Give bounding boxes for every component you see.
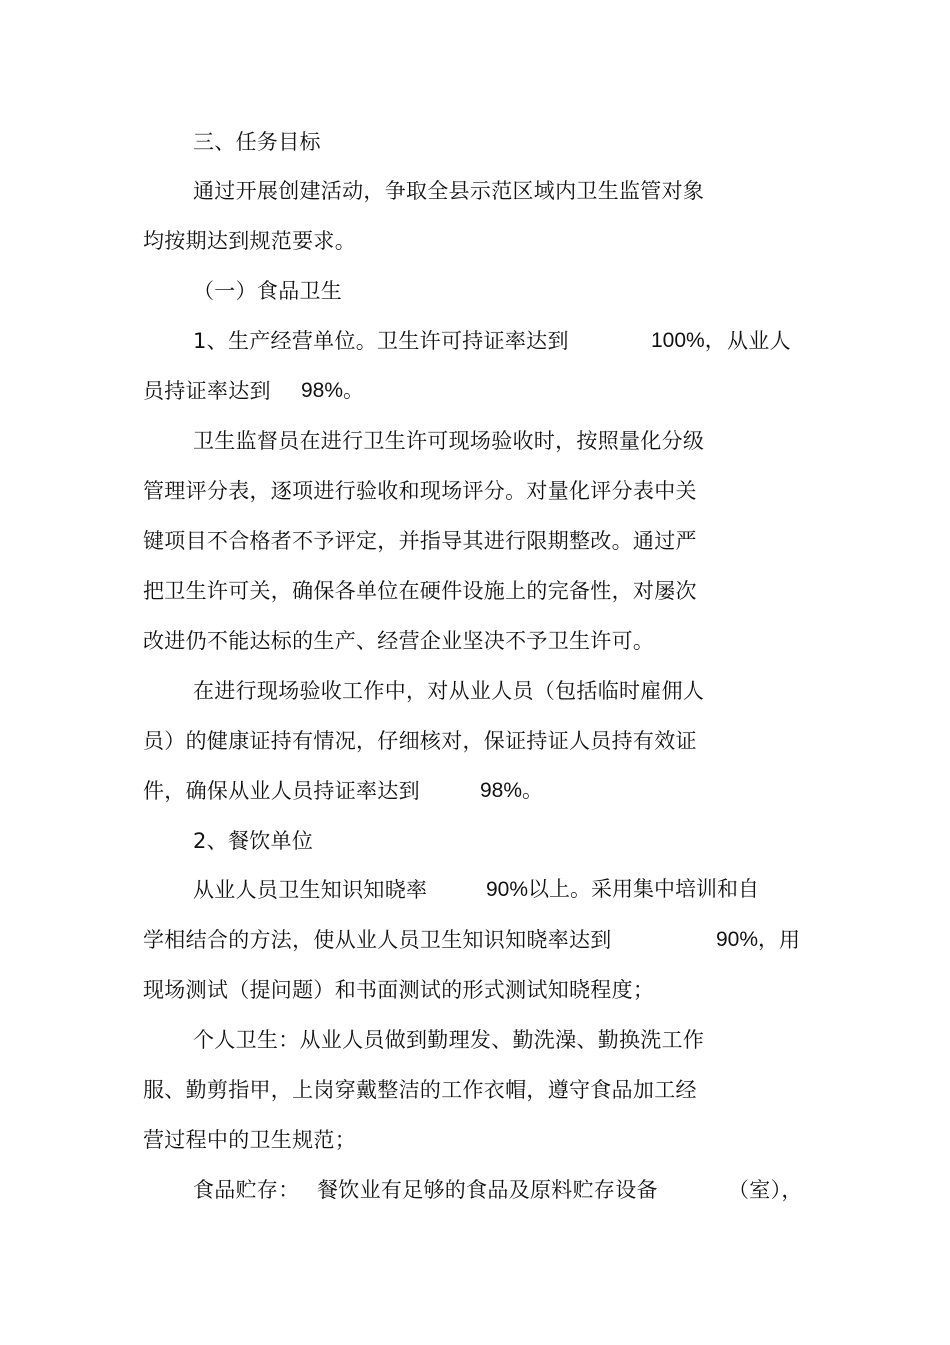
text-segment: 服、勤剪指甲，上岗穿戴整洁的工作衣帽，遵守食品加工经 bbox=[143, 1078, 697, 1102]
text-segment: （一）食品卫生 bbox=[193, 279, 343, 303]
text-segment: （室）， bbox=[728, 1178, 803, 1202]
text-segment: 从业人员卫生知识知晓率 bbox=[193, 878, 428, 902]
text-segment: 2、餐饮单位 bbox=[193, 829, 314, 853]
text-segment: 把卫生许可关，确保各单位在硬件设施上的完备性，对屡次 bbox=[143, 579, 697, 603]
percentage-value: 98%。 bbox=[301, 379, 365, 402]
text-segment: 现场测试（提问题）和书面测试的形式测试知晓程度； bbox=[143, 978, 655, 1002]
text-segment: 学相结合的方法，使从业人员卫生知识知晓率达到 bbox=[143, 928, 612, 952]
text-segment: 在进行现场验收工作中，对从业人员（包括临时雇佣人 bbox=[193, 679, 705, 703]
text-segment: 营过程中的卫生规范； bbox=[143, 1128, 356, 1152]
text-segment: 均按期达到规范要求。 bbox=[143, 229, 356, 253]
text-segment: 员持证率达到 bbox=[143, 379, 271, 403]
text-segment: 食品贮存： bbox=[193, 1178, 300, 1202]
percentage-value: 98%。 bbox=[480, 779, 544, 802]
text-segment: 管理评分表，逐项进行验收和现场评分。对量化评分表中关 bbox=[143, 479, 697, 503]
text-segment: 员）的健康证持有情况，仔细核对，保证持证人员持有效证 bbox=[143, 729, 697, 753]
percentage-value: 90%， bbox=[716, 928, 780, 951]
text-segment: 从业人 bbox=[727, 329, 791, 353]
text-segment: 改进仍不能达标的生产、经营企业坚决不予卫生许可。 bbox=[143, 629, 655, 653]
text-segment: 餐饮业有足够的食品及原料贮存设备 bbox=[317, 1178, 658, 1202]
text-segment: 三、任务目标 bbox=[193, 130, 321, 154]
percentage-value: 100%， bbox=[651, 329, 726, 352]
text-segment: 件，确保从业人员持证率达到 bbox=[143, 779, 420, 803]
text-segment: 键项目不合格者不予评定，并指导其进行限期整改。通过严 bbox=[143, 529, 697, 553]
text-segment: 个人卫生：从业人员做到勤理发、勤洗澡、勤换洗工作 bbox=[193, 1028, 705, 1052]
text-segment: 1、生产经营单位。卫生许可持证率达到 bbox=[193, 329, 569, 353]
text-segment: 通过开展创建活动，争取全县示范区域内卫生监管对象 bbox=[193, 179, 705, 203]
text-segment: 卫生监督员在进行卫生许可现场验收时，按照量化分级 bbox=[193, 429, 705, 453]
text-segment: 用 bbox=[779, 928, 801, 952]
percentage-value: 90%以上。采用集中培训和自 bbox=[486, 878, 760, 901]
